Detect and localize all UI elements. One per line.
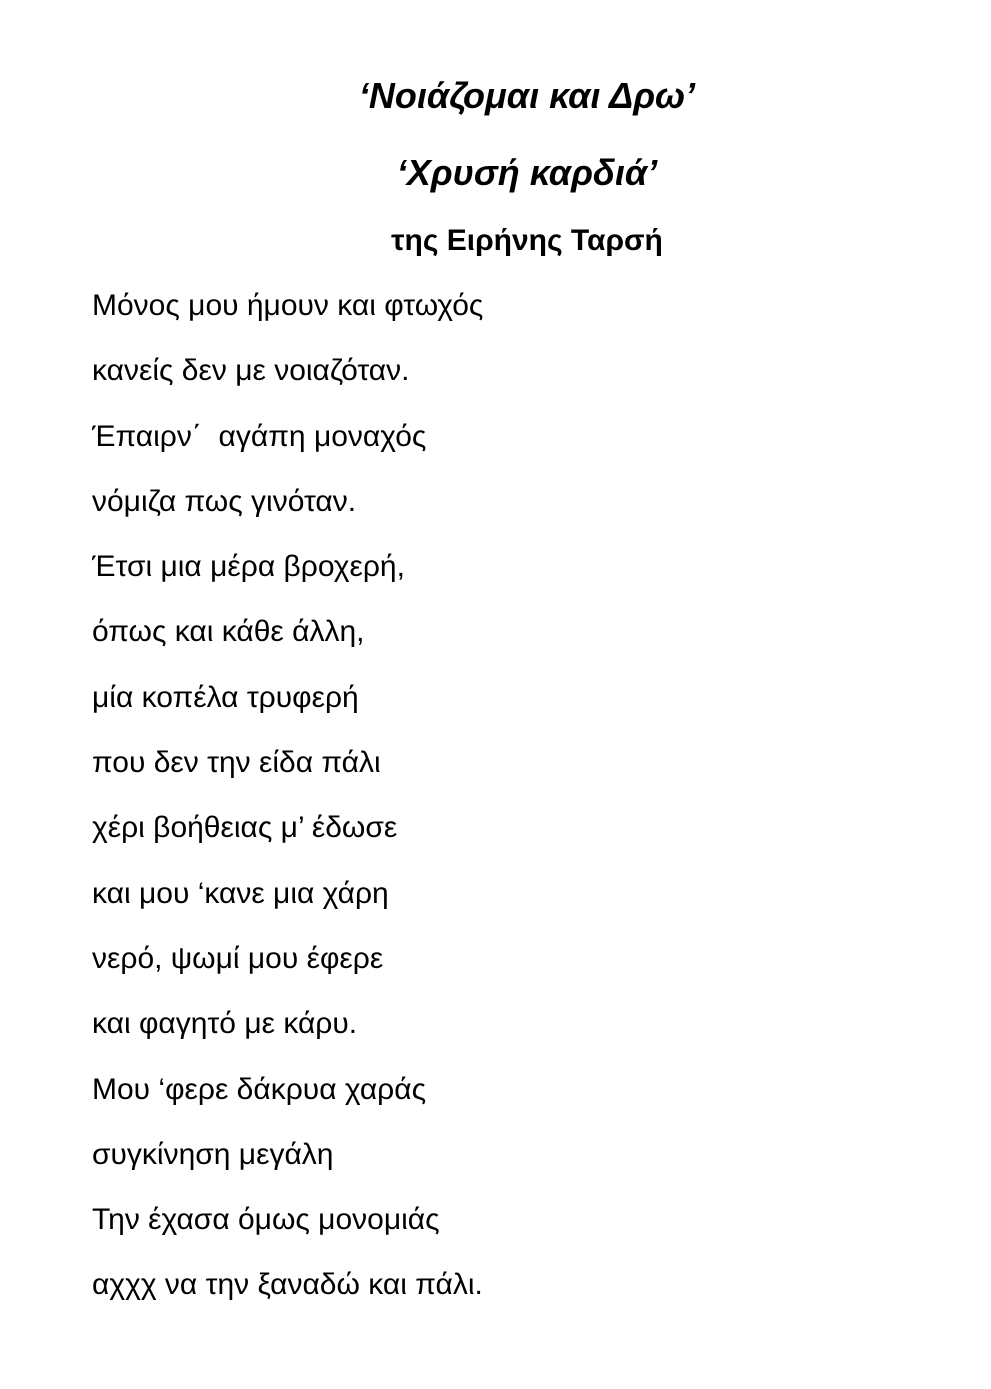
poem-line: νερό, ψωμί μου έφερε <box>92 941 384 975</box>
author-line: της Ειρήνης Ταρσή <box>391 224 663 257</box>
poem-line: Έπαιρν΄ αγάπη μοναχός <box>92 419 427 453</box>
poem-line: νόμιζα πως γινόταν. <box>92 484 357 518</box>
poem-line: μία κοπέλα τρυφερή <box>92 680 359 714</box>
poem-line: κανείς δεν με νοιαζόταν. <box>92 354 410 388</box>
poem-line: και μου ‘κανε μια χάρη <box>92 876 389 910</box>
poem-line: Την έχασα όμως μονομιάς <box>92 1203 440 1237</box>
poem-line: και φαγητό με κάρυ. <box>92 1007 358 1041</box>
poem-line: Μου ‘φερε δάκρυα χαράς <box>92 1072 427 1106</box>
poem-line: συγκίνηση μεγάλη <box>92 1137 334 1171</box>
poem-line: όπως και κάθε άλλη, <box>92 615 365 649</box>
title-line-2: ‘Χρυσή καρδιά’ <box>396 152 658 193</box>
poem-line: αχχχ να την ξαναδώ και πάλι. <box>92 1268 483 1302</box>
poem-line: που δεν την είδα πάλι <box>92 746 381 780</box>
title-line-1: ‘Νοιάζομαι και Δρω’ <box>358 75 696 116</box>
poem-body <box>92 288 483 1333</box>
poem-line: Μόνος μου ήμουν και φτωχός <box>92 289 484 322</box>
poem-line: χέρι βοήθειας μ’ έδωσε <box>92 811 398 845</box>
poem-line: Έτσι μια μέρα βροχερή, <box>92 550 405 584</box>
